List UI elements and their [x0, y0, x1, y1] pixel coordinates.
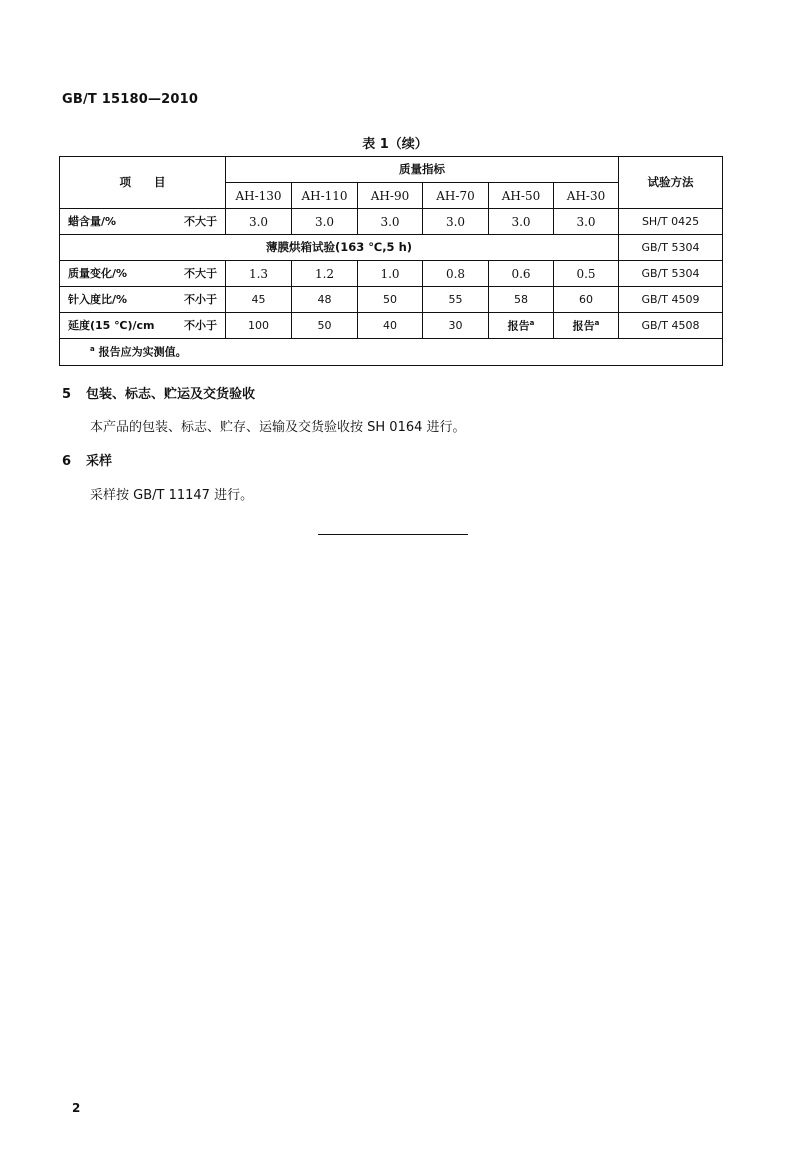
table-row [60, 313, 723, 339]
row-item-label: 质量变化/% [68, 267, 128, 280]
row-item [60, 261, 226, 287]
thin-film-oven-test: 薄膜烘箱试验(163 ℃,5 h) [60, 235, 619, 261]
row-limit: 不大于 [184, 267, 217, 280]
value-cell: 100 [226, 313, 292, 339]
quality-spec-table [59, 156, 723, 366]
row-limit: 不小于 [184, 293, 217, 306]
value-cell: 45 [226, 287, 292, 313]
grade-header: AH-130 [226, 183, 292, 209]
report-text: 报告 [572, 319, 595, 333]
section-6-body: 采样按 GB/T 11147 进行。 [90, 488, 254, 503]
value-cell: 1.0 [358, 261, 423, 287]
value-cell: 3.0 [226, 209, 292, 235]
row-item [60, 313, 226, 339]
report-text: 报告 [507, 319, 530, 333]
table-row [60, 261, 723, 287]
section-number: 6 [62, 454, 72, 469]
footnote-text: 报告应为实测值。 [98, 345, 187, 359]
method-cell: GB/T 5304 [619, 261, 723, 287]
value-cell: 3.0 [423, 209, 489, 235]
report-cell [554, 313, 619, 339]
value-cell: 0.5 [554, 261, 619, 287]
value-cell: 3.0 [489, 209, 554, 235]
value-cell: 1.2 [292, 261, 358, 287]
value-cell: 50 [292, 313, 358, 339]
section-number: 5 [62, 387, 72, 402]
section-title: 包装、标志、贮运及交货验收 [86, 387, 256, 402]
value-cell: 3.0 [292, 209, 358, 235]
section-5-heading [62, 383, 255, 402]
table-footnote [60, 339, 723, 366]
grade-header: AH-70 [423, 183, 489, 209]
table-row [60, 235, 723, 261]
value-cell: 48 [292, 287, 358, 313]
value-cell: 50 [358, 287, 423, 313]
row-item-label: 延度(15 ℃)/cm [68, 319, 155, 332]
header-test-method: 试验方法 [619, 157, 723, 209]
row-item [60, 209, 226, 235]
value-cell: 3.0 [358, 209, 423, 235]
footnote-marker: a [90, 345, 95, 354]
grade-header: AH-50 [489, 183, 554, 209]
section-6-heading [62, 450, 112, 469]
value-cell: 1.3 [226, 261, 292, 287]
row-limit: 不大于 [184, 215, 217, 228]
header-quality-index: 质量指标 [226, 157, 619, 183]
value-cell: 3.0 [554, 209, 619, 235]
row-item-label: 蜡含量/% [68, 215, 117, 228]
header-item: 项 目 [60, 157, 226, 209]
grade-header: AH-90 [358, 183, 423, 209]
value-cell: 30 [423, 313, 489, 339]
row-limit: 不小于 [184, 319, 217, 332]
grade-header: AH-110 [292, 183, 358, 209]
method-cell: GB/T 4508 [619, 313, 723, 339]
section-title: 采样 [86, 454, 113, 469]
report-cell [489, 313, 554, 339]
value-cell: 0.6 [489, 261, 554, 287]
value-cell: 60 [554, 287, 619, 313]
table-row [60, 287, 723, 313]
value-cell: 55 [423, 287, 489, 313]
end-rule [318, 534, 468, 535]
value-cell: 58 [489, 287, 554, 313]
table-row [60, 209, 723, 235]
footnote-ref: a [529, 318, 535, 327]
method-cell: SH/T 0425 [619, 209, 723, 235]
method-cell: GB/T 5304 [619, 235, 723, 261]
page-number: 2 [72, 1101, 81, 1115]
row-item-label: 针入度比/% [68, 293, 128, 306]
method-cell: GB/T 4509 [619, 287, 723, 313]
section-5-body: 本产品的包装、标志、贮存、运输及交货验收按 SH 0164 进行。 [90, 420, 466, 435]
standard-code: GB/T 15180—2010 [62, 92, 199, 107]
value-cell: 0.8 [423, 261, 489, 287]
row-item [60, 287, 226, 313]
footnote-row [60, 339, 723, 366]
grade-header: AH-30 [554, 183, 619, 209]
table-title: 表 1（续） [362, 137, 428, 152]
footnote-ref: a [594, 318, 600, 327]
value-cell: 40 [358, 313, 423, 339]
